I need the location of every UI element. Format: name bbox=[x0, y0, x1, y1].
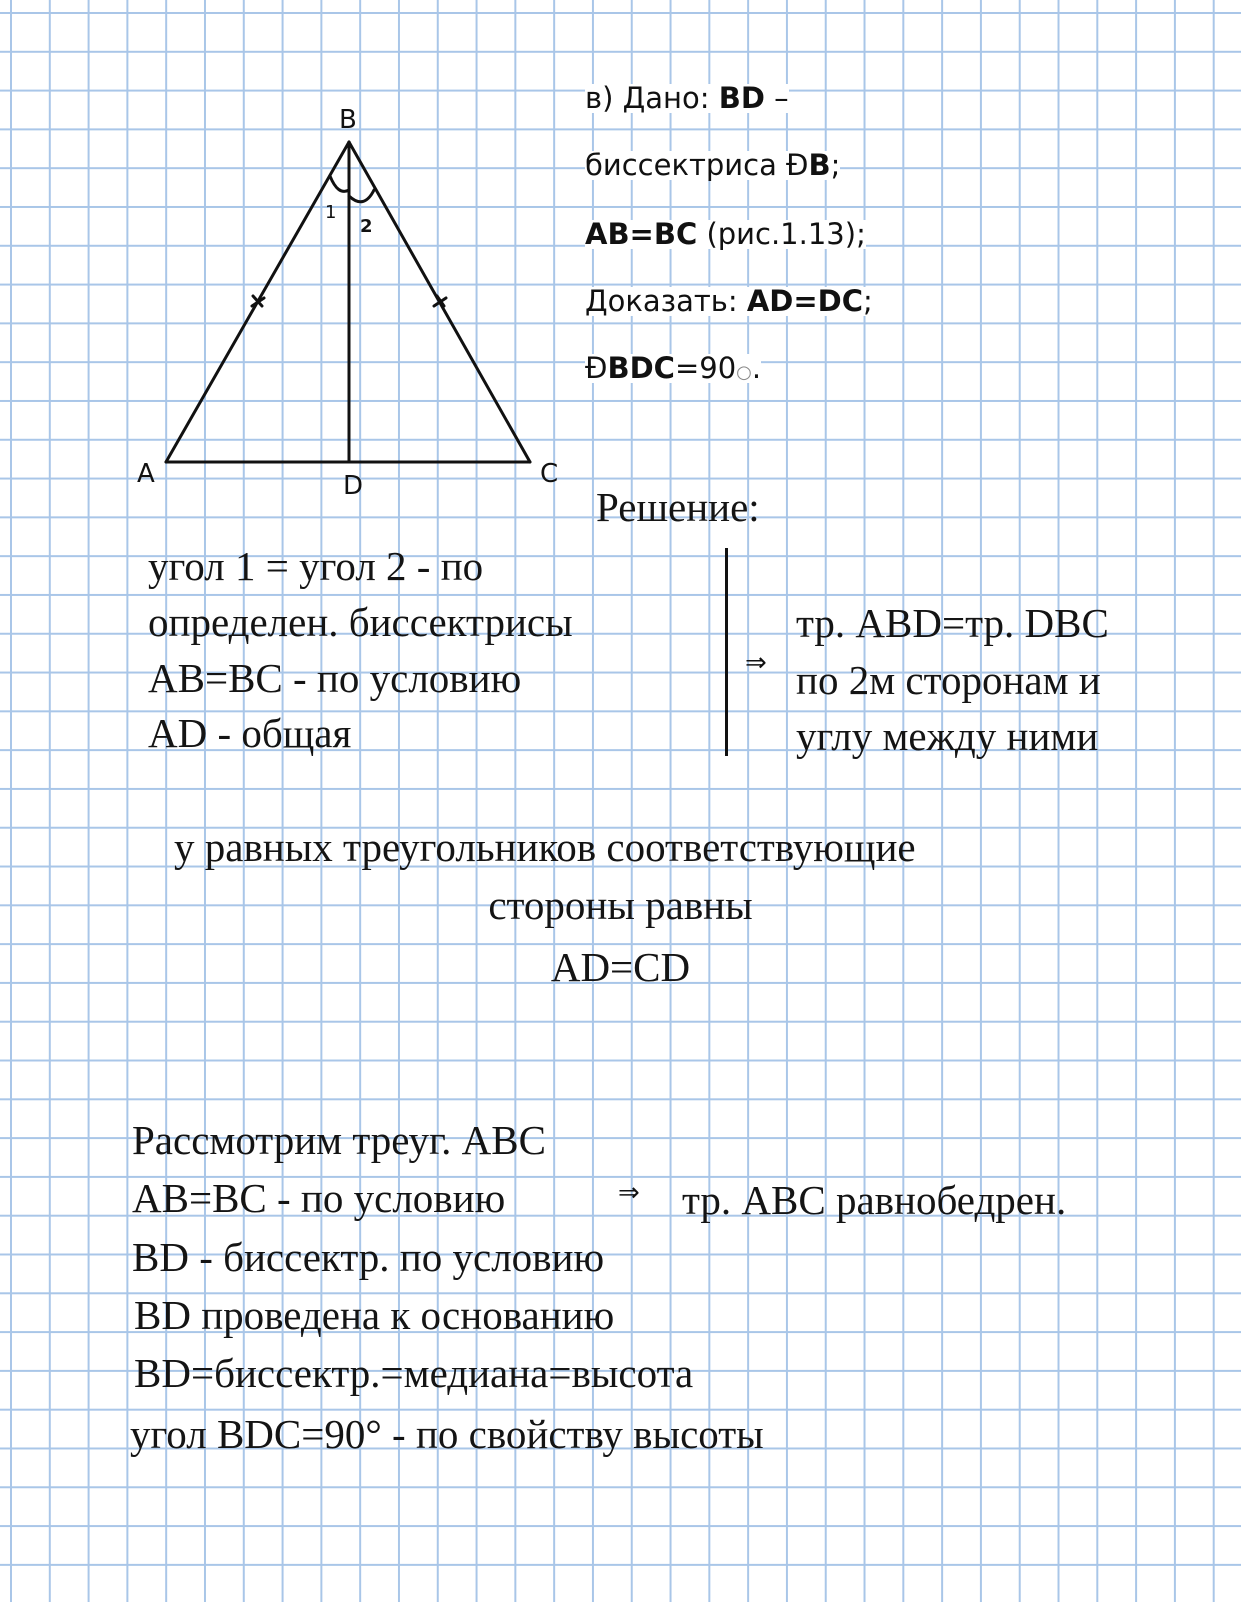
block1-left-line-2: определен. биссектрисы bbox=[148, 599, 573, 645]
given-line-3-suffix: (рис.1.13); bbox=[697, 217, 866, 251]
angle-arc-1 bbox=[330, 176, 349, 191]
triangle-figure bbox=[0, 0, 600, 500]
block2-line-3: BD - биссектр. по условию bbox=[132, 1234, 605, 1280]
given-line-5-end: . bbox=[751, 351, 762, 385]
given-line-3-bold: AB=BC bbox=[585, 217, 698, 251]
angle-arc-2 bbox=[349, 190, 374, 202]
block2-line-2-right: тр. ABC равнобедрен. bbox=[682, 1177, 1067, 1223]
block1-right-line-3: углу между ними bbox=[796, 713, 1099, 759]
block1-left-line-1: угол 1 = угол 2 - по bbox=[148, 543, 484, 589]
block2-line-2-left: AB=BC - по условию bbox=[132, 1175, 506, 1221]
block2-line-4: BD проведена к основанию bbox=[134, 1292, 615, 1338]
implies-arrow-2: ⇒ bbox=[618, 1178, 640, 1208]
conclusion-line-2: стороны равны bbox=[488, 882, 753, 928]
implication-divider bbox=[725, 548, 728, 756]
given-line-1-suffix: – bbox=[764, 81, 789, 115]
given-line-2 bbox=[585, 148, 841, 182]
degree-glyph-icon: ○ bbox=[736, 362, 752, 383]
conclusion-line-3: AD=CD bbox=[550, 944, 691, 990]
tick-ab bbox=[252, 296, 264, 306]
given-line-2-suffix: ; bbox=[830, 148, 841, 182]
label-a: A bbox=[137, 459, 155, 489]
given-line-4-text: Доказать: bbox=[585, 284, 747, 318]
given-line-5 bbox=[585, 351, 762, 385]
label-c: C bbox=[540, 459, 559, 489]
given-line-5-bold: BDC bbox=[607, 351, 675, 385]
block2-line-1: Рассмотрим треуг. ABC bbox=[132, 1117, 546, 1163]
given-line-1-bold: BD bbox=[718, 81, 765, 115]
given-line-3 bbox=[585, 217, 866, 251]
given-line-2-bold: B bbox=[808, 148, 831, 182]
conclusion-line-1: у равных треугольников соответствующие bbox=[174, 824, 916, 870]
block2-line-6: угол BDC=90° - по свойству высоты bbox=[130, 1411, 764, 1457]
given-line-4-bold: AD=DC bbox=[746, 284, 864, 318]
block1-left-line-4: AD - общая bbox=[148, 710, 352, 756]
given-line-5-suffix: =90 bbox=[674, 351, 737, 385]
angle-label-2: 2 bbox=[360, 216, 373, 237]
given-line-1 bbox=[585, 81, 789, 115]
label-b: B bbox=[339, 105, 357, 135]
given-line-5-text: Ð bbox=[585, 351, 608, 385]
given-line-2-text: биссектриса Ð bbox=[585, 148, 809, 182]
block1-right-line-1: тр. ABD=тр. DBC bbox=[796, 600, 1109, 646]
block2-line-5: BD=биссектр.=медиана=высота bbox=[134, 1350, 694, 1396]
label-d: D bbox=[343, 471, 364, 500]
block1-right-line-2: по 2м сторонам и bbox=[796, 657, 1101, 703]
given-line-1-text: в) Дано: bbox=[585, 81, 719, 115]
solution-heading: Решение: bbox=[596, 484, 760, 530]
given-line-4-suffix: ; bbox=[863, 284, 873, 318]
block1-left-line-3: AB=BC - по условию bbox=[148, 655, 522, 701]
given-line-4 bbox=[585, 284, 873, 318]
angle-label-1: 1 bbox=[325, 202, 337, 223]
implies-arrow-1: ⇒ bbox=[745, 648, 767, 678]
